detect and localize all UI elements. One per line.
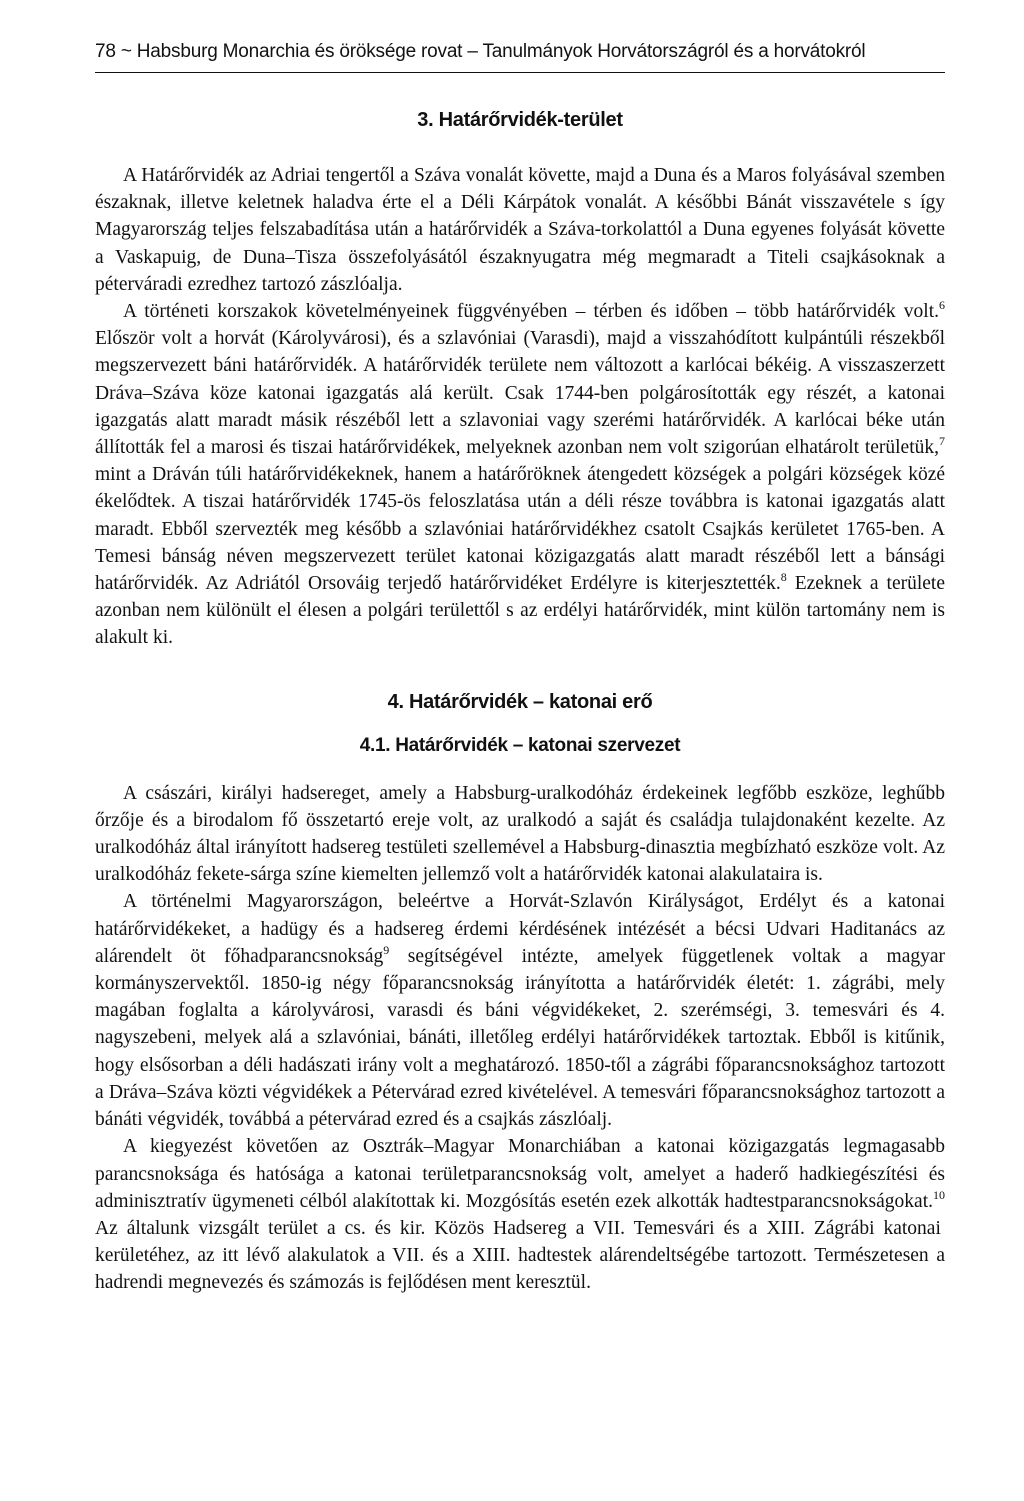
text-run: segítségével intézte, amelyek függetlenek voltak a magyar kormányszervektől. 1850-ig négy főparancsnokság irányította a határőrvidék életét: 1. zágrábi, mely magában foglalta a károlyvárosi, varasdi és báni végvidékeket, 2. szerémségi, 3. temesvári és 4. nagyszebeni, melyek alá a szlavóniai, bánáti, illetőleg erdélyi határőrvidékek tartoztak. Ebből is kitűnik, hogy elsősorban a déli hadászati irány volt a meghatározó. 1850-től a zágrábi főparancsnoksághoz tartozott a Dráva–Száva közti végvidékek a Pétervárad ezred kivételével. A temesvári főparancsnoksághoz tartozott a bánáti végvidék, továbbá a pétervárad ezred és a csajkás zászlóalj. — [95, 945, 945, 1131]
paragraph-imperial-army: A császári, királyi hadsereget, amely a Habsburg-uralkodóház érdekeinek legfőbb eszköze, leghűbb őrzője és a birodalom fő összetartó ereje volt, az uralkodó a saját és családja tulajdonaként kezelte. Az uralkodóház által irányított hadsereg testületi szellemével a Habsburg-dinasztia megbízható eszköze volt. Az uralkodóház fekete-sárga színe kiemelten jellemző volt a határőrvidék katonai alakulataira is. — [95, 782, 945, 886]
text-run: Az általunk vizsgált terület a cs. és kir. Közös Hadsereg a VII. Temesvári és a XIII. Zágrábi katonai kerületéhez, az itt lévő alakulatok a VII. és a XIII. hadtestek alárendeltségébe tartozott. Természetesen a hadrendi megnevezés és számozás is fejlődésen ment keresztül. — [95, 1217, 945, 1294]
text-run: Ezeknek a területe azonban nem különült el élesen a polgári területtől s az erdélyi határőrvidék, mint külön tartomány nem is alakult ki. — [95, 573, 946, 649]
paragraph-command-structure — [95, 888, 945, 1133]
running-head: 78 ~ Habsburg Monarchia és öröksége rovat – Tanulmányok Horvátországról és a horvátokról — [95, 41, 866, 62]
section-heading-4: 4. Határőrvidék – katonai erő — [387, 690, 653, 713]
footnote-ref-7[interactable]: 7 — [939, 434, 945, 449]
footnote-ref-10[interactable]: 10 — [933, 1187, 945, 1202]
footnote-ref-6[interactable]: 6 — [939, 298, 945, 313]
paragraph-compromise-era — [95, 1133, 945, 1296]
footnote-ref-9[interactable]: 9 — [383, 942, 390, 957]
text-run: A kiegyezést követően az Osztrák–Magyar Monarchiában a katonai közigazgatás legmagasabb parancsnoksága és hatósága a katonai területparancsnokság volt, amelyet a haderő hadkiegészítési és adminisztratív ügymeneti célból alakítottak ki. Mozgósítás esetén ezek alkották hadtestparancsnokságokat. — [95, 1136, 945, 1212]
paragraph-border-region: A Határőrvidék az Adriai tengertől a Száva vonalát követte, majd a Duna és a Maros folyásával szemben északnak, illetve keletnek haladva érte el a Déli Kárpátok vonalát. A későbbi Bánát visszavétele s így Magyarország teljes felszabadítása után a határőrvidék a Száva-torkolattól a Duna egyenes folyását követte a Vaskapuig, de Duna–Tisza összefolyásától északnyugatra még megmaradt a Titeli csajkásoknak a péterváradi ezredhez tartozó zászlóalja. — [95, 165, 945, 295]
text-run: Először volt a horvát (Károlyvárosi), és a szlavóniai (Varasdi), majd a visszahódított kulpántúli részekből megszervezett báni határőrvidék. A határőrvidék területe nem változott a karlócai békéig. A visszaszerzett Dráva–Száva köze katonai igazgatás alá került. Csak 1744-ben polgárosították egy részét, a katonai igazgatás alatt maradt másik részéből lett a szlavoniai vagy szerémi határőrvidék. A karlócai béke után állították fel a marosi és tiszai határőrvidékek, melyeknek azonban nem volt szigorúan elhatárolt területük, — [95, 328, 945, 459]
section-heading-3: 3. Határőrvidék-terület — [417, 109, 623, 131]
header-rule — [95, 72, 945, 73]
page-body — [95, 108, 945, 1297]
subsection-heading-4-1: 4.1. Határőrvidék – katonai szervezet — [359, 734, 681, 756]
text-run: A történelmi Magyarországon, beleértve a Horvát-Szlavón Királyságot, Erdélyt és a katonai határőrvidékeket, a hadügy és a hadsereg érdemi kérdésének intézését a bécsi Udvari Haditanács az alárendelt öt főhadparancsnokság — [95, 891, 945, 967]
paragraph-border-history — [95, 298, 945, 652]
footnote-ref-8[interactable]: 8 — [780, 570, 787, 585]
text-run: A történeti korszakok követelményeinek függvényében – térben és időben – több határőrvidék volt. — [123, 301, 939, 323]
text-run: mint a Dráván túli határőrvidékeknek, hanem a határőröknek átengedett községek a polgári községek közé ékelődtek. A tiszai határőrvidék 1745-ös feloszlatása után a déli része továbbra is katonai igazgatás alatt maradt. Ebből szervezték meg később a szlavóniai határőrvidékhez csatolt Csajkás kerületet 1765-ben. A Temesi bánság néven megszervezett terület katonai közigazgatás alatt maradt részéből lett a bánsági határőrvidék. Az Adriától Orsováig terjedő határőrvidéket Erdélyre is kiterjesztették. — [95, 464, 945, 595]
